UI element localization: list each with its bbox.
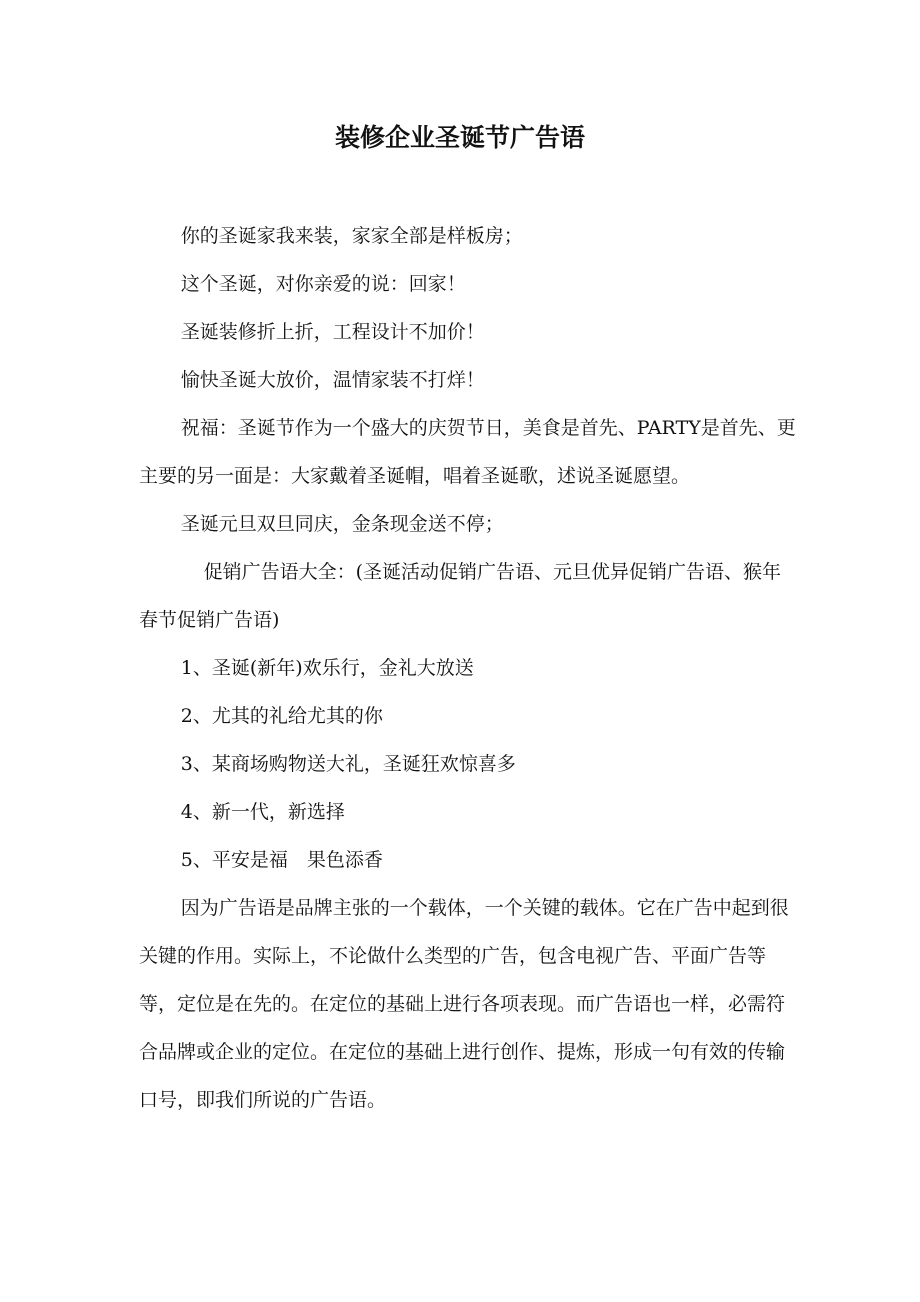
list-item: 4、新一代，新选择 (180, 801, 345, 823)
document-body (139, 212, 799, 1124)
paragraph: 祝福：圣诞节作为一个盛大的庆贺节日，美食是首先、PARTY是首先、更主要的另一面是：大家戴着圣诞帽，唱着圣诞歌，述说圣诞愿望。 (139, 417, 796, 487)
list-item: 3、某商场购物送大礼，圣诞狂欢惊喜多 (180, 753, 516, 775)
list-item: 5、平安是福 果色添香 (180, 849, 383, 871)
paragraph: 愉快圣诞大放价，温情家装不打烊！ (180, 369, 485, 391)
paragraph: 圣诞元旦双旦同庆，金条现金送不停； (180, 513, 504, 535)
paragraph: 圣诞装修折上折，工程设计不加价！ (180, 321, 485, 343)
list-item: 2、尤其的礼给尤其的你 (180, 705, 383, 727)
paragraph: 这个圣诞，对你亲爱的说：回家！ (180, 273, 466, 295)
list-item: 1、圣诞(新年)欢乐行，金礼大放送 (180, 657, 474, 679)
paragraph: 因为广告语是品牌主张的一个载体，一个关键的载体。它在广告中起到很关键的作用。实际上，不论做什么类型的广告，包含电视广告、平面广告等等，定位是在先的。在定位的基础上进行各项表现。而广告语也一样，必需符合品牌或企业的定位。在定位的基础上进行创作、提炼，形成一句有效的传输口号，即我们所说的广告语。 (139, 897, 789, 1111)
document-title: 装修企业圣诞节广告语 (334, 123, 585, 152)
paragraph: 你的圣诞家我来装，家家全部是样板房； (180, 225, 523, 247)
paragraph: 促销广告语大全：(圣诞活动促销广告语、元旦优异促销广告语、猴年春节促销广告语) (139, 561, 782, 631)
